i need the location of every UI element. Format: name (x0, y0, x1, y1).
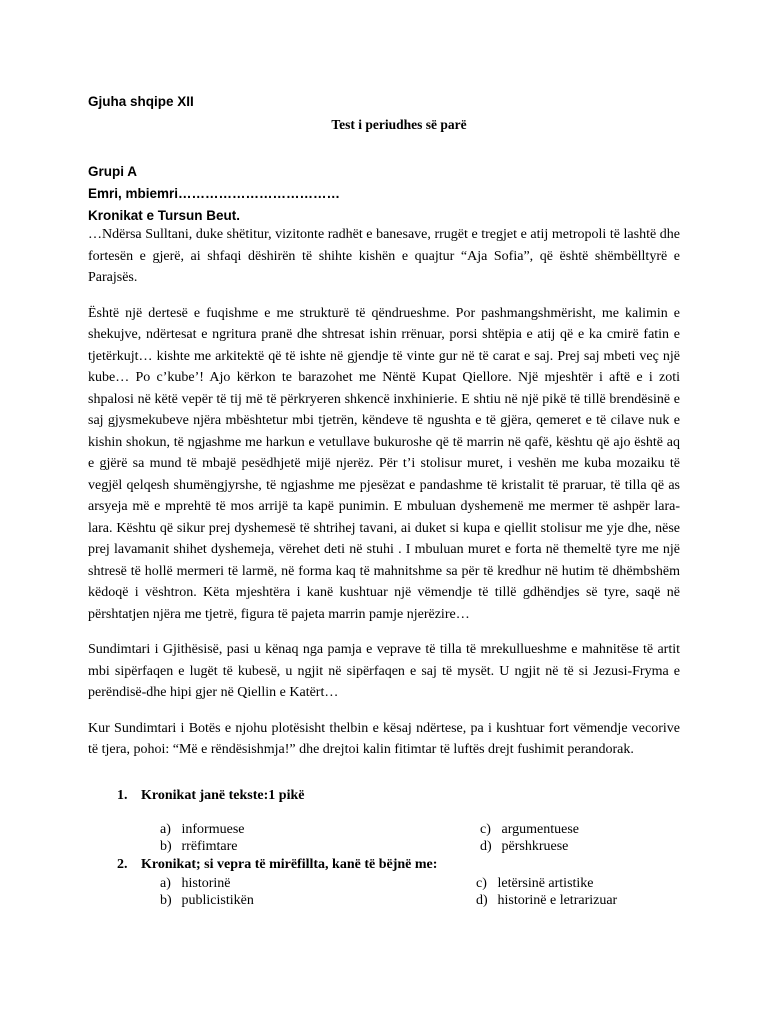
option-2a (160, 876, 231, 892)
option-2d (476, 893, 617, 909)
paragraph: Kur Sundimtari i Botës e njohu plotësisht thelbin e kësaj ndërtese, pa i kushtuar fort vëmendje vecorive të tjera, pohoi: “Më e rëndësishmja!” dhe drejtoi kalin fitimtar të luftës drejt fushimit perandorak. (88, 720, 680, 757)
option-1d (480, 839, 568, 855)
option-text: argumentuese (501, 822, 579, 837)
option-1c (480, 822, 579, 838)
header-meta (88, 161, 340, 227)
option-letter: b) (160, 839, 172, 854)
group-label: Grupi A (88, 164, 137, 179)
question-1 (117, 788, 304, 804)
option-letter: b) (160, 893, 172, 908)
option-letter: c) (476, 876, 487, 891)
reading-text (88, 224, 680, 775)
question-text: Kronikat; si vepra të mirëfillta, kanë të bëjnë me: (141, 857, 438, 872)
subject-heading: Gjuha shqipe XII (88, 94, 194, 109)
paragraph: Është një dertesë e fuqishme e me strukturë të qëndrueshme. Por pashmangshmërisht, me kalimin e shekujve, ndërtesat e ngritura pranë dhe shtresat ishin rrënuar, porsi shtëpia e atij që e ka cmirë fatin e tjetërkujt… kishte me arkitektë që të ishte në gjendje të vinte gur në të carat e saj. Prej saj mbeti veç një kube… Po c’kube’! Ajo kërkon te barazohet me Nëntë Kupat Qiellore. Një mjeshtër i aftë e i zoti shpalosi në këtë vepër të tij më të përkryeren shkencë inxhinierie. E shtiu në një pikë të tillë brendësinë e saj gjysmekubeve njëra mbështetur mbi tjetrën, këndeve të ngushta e të gjëra, qemeret e të cilave nuk e kishin shokun, të ngjashme me harkun e vetullave bukuroshe që të marrin në qafë, kështu që ajo është aq e gjërë sa mund të mbajë pesëdhjetë mijë njerëz. Për t’i stolisur muret, i veshën me kuba mozaiku të vegjël qelqesh shumëngjyrshe, të ngjashme me pjesëzat e pandashme të kristalit të praruar, të tilla që as arsyeja më e mprehtë të mos arrijë ta kapë punimin. E mbuluan dyshemenë me mermer të ashpër lara-lara. Kështu që sikur prej dyshemesë të shtrihej tavani, ai duket si kupa e qiellit stolisur me yje dhe, nëse prej lavamanit shihet dyshemeja, vërehet deti në stuhi . I mbuluan muret e forta në themeltë tyre me një shtresë të hollë mermeri të larmë, në forma kaq të mahnitshme sa për të kredhur në hutim të dhëmbshëm këdoqë i vështron. Këta mjeshtëra i kanë kushtuar një vëmendje të tillë gdhëndjes së tyre, saqë në përshtatjen njëra me tjetrë, figura të pajeta marrin pamje njerëzire… (88, 305, 680, 622)
option-letter: a) (160, 876, 171, 891)
paragraph: Sundimtari i Gjithësisë, pasi u kënaq nga pamja e veprave të tilla të mrekullueshme e mahnitëse të artit mbi sipërfaqen e lugët të kubesë, u ngjit në sipërfaqen e saj të mysët. U ngjit në të si Jezusi-Fryma e perëndisë-dhe hipi gjer në Qiellin e Katërt… (88, 642, 680, 700)
option-letter: d) (480, 839, 492, 854)
option-2c (476, 876, 594, 892)
option-text: përshkruese (501, 839, 569, 854)
option-text: historinë (181, 876, 231, 891)
option-1b (160, 839, 237, 855)
paragraph: …Ndërsa Sulltani, duke shëtitur, vizitonte radhët e banesave, rrugët e tregjet e atij metropoli të lashtë dhe fortesën e gjerë, ai shfaqi dëshirën të shihte kishën e quajtur “Aja Sofia”, që është shëmbëlltyrë e Parajsës. (88, 227, 680, 285)
question-2 (117, 857, 437, 873)
option-text: historinë e letrarizuar (497, 893, 618, 908)
option-letter: c) (480, 822, 491, 837)
option-2b (160, 893, 254, 909)
question-number: 2. (117, 857, 128, 872)
option-text: informuese (181, 822, 245, 837)
option-letter: d) (476, 893, 488, 908)
option-text: publicistikën (181, 893, 254, 908)
question-text: Kronikat janë tekste:1 pikë (141, 788, 305, 803)
option-text: letërsinë artistike (497, 876, 594, 891)
test-title: Test i periudhes së parë (331, 117, 467, 132)
option-1a (160, 822, 244, 838)
name-line: Emri, mbiemri……………………………… (88, 186, 341, 201)
question-number: 1. (117, 788, 128, 803)
option-letter: a) (160, 822, 171, 837)
option-text: rrëfimtare (181, 839, 238, 854)
text-title: Kronikat e Tursun Beut. (88, 208, 241, 223)
